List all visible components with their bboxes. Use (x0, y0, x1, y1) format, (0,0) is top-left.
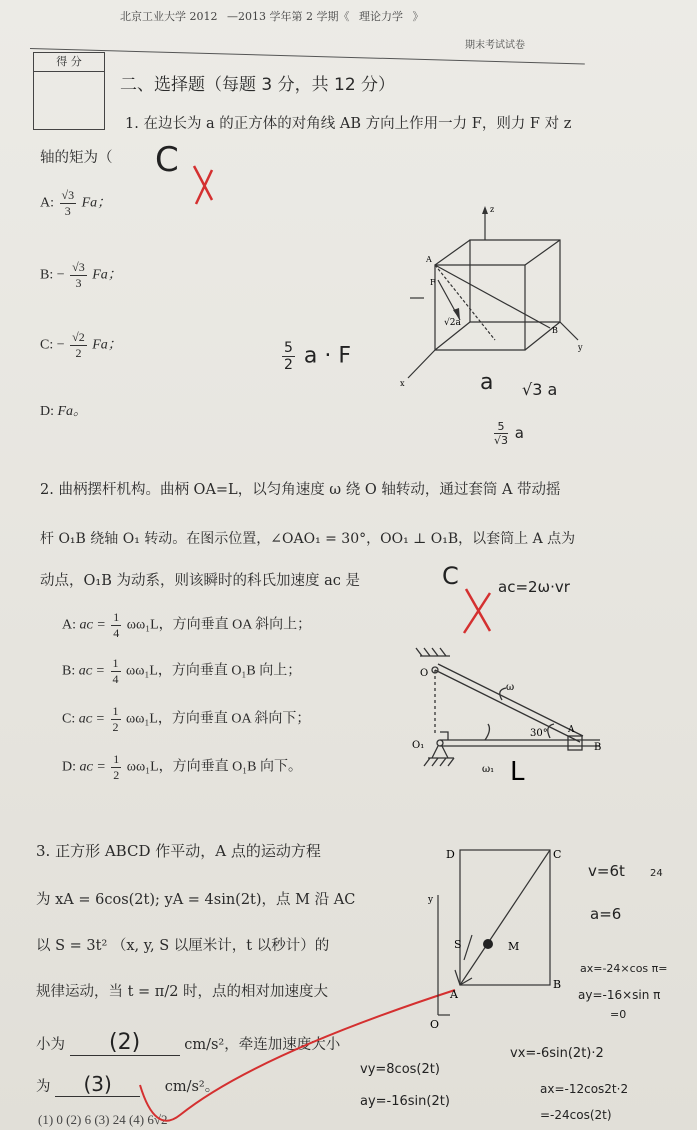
sq-label-o: O (430, 1018, 440, 1031)
mech-label-o: O (420, 668, 429, 679)
cube-label-f: F (430, 278, 436, 287)
q1-hand-note: $\frac{5}{2}$ a · F (284, 340, 352, 373)
q1-hand-root: √3 a (522, 380, 558, 399)
q2-line3: 动点，O₁B 为动系，则该瞬时的科氏加速度 aᴄ 是 (40, 573, 360, 589)
header-course: 理论力学 (358, 10, 403, 23)
q1-cube-figure (400, 200, 590, 390)
q3-hand-6: vy=8cos(2t) (360, 1062, 440, 1077)
exam-header (120, 8, 525, 51)
sq-label-m: M (508, 940, 520, 953)
q2-option-b: B: aᴄ = $\frac{1}{4}$ ωω₁L，方向垂直 O₁B 向上； (62, 656, 302, 686)
sq-label-b: B (553, 978, 562, 991)
q1-red-cross (190, 160, 220, 210)
q2-option-a: A: aᴄ = $\frac{1}{4}$ ωω₁L，方向垂直 OA 斜向上； (62, 610, 312, 640)
q2-line2: 杆 O₁B 绕轴 O₁ 转动。在图示位置，∠OAO₁ = 30°，OO₁ ⊥ O₁B，以套筒上 A 点为 (40, 531, 576, 547)
q1-answer-mark: C (155, 140, 179, 180)
mech-label-omega1: ω₁ (482, 764, 495, 775)
q2-hand-formula: aᴄ=2ω·vr (498, 578, 570, 596)
q2-answer-mark: C (442, 562, 459, 590)
q1-option-c: C: − $\frac{√2}{2}$ Fa； (40, 330, 122, 360)
cube-label-a: A (426, 255, 432, 264)
cube-label-y: y (578, 343, 583, 352)
header-close: 》 (412, 10, 424, 23)
q3-hand-1: v=6t (588, 862, 625, 880)
header-university: 北京工业大学 2012 (120, 10, 218, 23)
mech-label-a: A (568, 725, 575, 735)
score-label: 得 分 (34, 53, 104, 72)
q3-hand-2: a=6 (590, 905, 622, 923)
q3-hand-1b: 24 (650, 868, 663, 879)
mech-label-angle: 30° (530, 728, 548, 739)
q1-option-b: B: − $\frac{√3}{3}$ Fa； (40, 260, 122, 290)
mech-label-omega: ω (506, 682, 515, 693)
q3-hand-7: ax=-12cos2t·2 (540, 1082, 629, 1096)
sq-label-y: y (428, 895, 434, 905)
sq-label-c: C (553, 848, 562, 861)
q1-line1: 1. 在边长为 a 的正方体的对角线 AB 方向上作用一力 F，则力 F 对 z (125, 116, 572, 132)
mech-label-o1: O₁ (412, 740, 425, 751)
q3-square-figure (420, 840, 570, 1040)
q1-option-a: A: $\frac{√3}{3}$ Fa； (40, 188, 112, 218)
q2-line1: 2. 曲柄摆杆机构。曲柄 OA=L，以匀角速度 ω 绕 O 轴转动，通过套筒 A 带动摇 (40, 482, 561, 498)
q1-line2: 轴的矩为（ (40, 150, 113, 166)
header-exam: 期末考试试卷 (465, 40, 525, 51)
cube-label-diag: √2a (444, 318, 461, 328)
q2-option-d: D: aᴄ = $\frac{1}{2}$ ωω₁L，方向垂直 O₁B 向下。 (62, 752, 302, 782)
section-title: 二、选择题（每题 3 分，共 12 分） (120, 75, 396, 95)
header-term: —2013 学年第 2 学期《 (227, 10, 350, 23)
cube-label-z: z (490, 205, 495, 214)
score-box (33, 52, 105, 130)
q3-hand-3: ax=-24×cos π= (580, 962, 668, 975)
q3-hand-4b: =0 (610, 1008, 627, 1021)
q3-hand-9: =-24cos(2t) (540, 1108, 612, 1122)
q3-line5: 小为 (2) cm/s²，牵连加速度大小 (36, 1030, 341, 1055)
mech-label-b: B (594, 742, 602, 753)
q3-line1: 3. 正方形 ABCD 作平动，A 点的运动方程 (36, 842, 321, 860)
q3-line6: 为 (3) cm/s²。 (36, 1072, 220, 1096)
q3-hand-5: vx=-6sin(2t)·2 (510, 1046, 604, 1061)
cube-label-b: B (552, 326, 558, 335)
q1-hand-a: a (480, 370, 494, 395)
sq-label-d: D (446, 848, 455, 861)
q3-choices-partial: (1) 0 (2) 6 (3) 24 (4) 6√2 (38, 1112, 168, 1127)
q3-hand-8: ay=-16sin(2t) (360, 1094, 450, 1109)
q3-hand-4: ay=-16×sin π (578, 988, 661, 1002)
q2-mechanism-figure (410, 640, 620, 790)
sq-label-s: S (454, 938, 462, 951)
sq-label-a: A (450, 988, 458, 1001)
q3-line4: 规律运动，当 t = π/2 时，点的相对加速度大 (36, 984, 329, 1000)
cube-label-x: x (400, 379, 405, 388)
q2-option-c: C: aᴄ = $\frac{1}{2}$ ωω₁L，方向垂直 OA 斜向下； (62, 704, 311, 734)
q1-option-d: D: Fa。 (40, 404, 88, 419)
q3-line3: 以 S = 3t² （x, y, S 以厘米计，t 以秒计）的 (36, 938, 330, 954)
mech-hand-l: L (510, 757, 525, 787)
q3-line2: 为 xA = 6cos(2t); yA = 4sin(2t)，点 M 沿 AC (36, 892, 356, 908)
q1-hand-bottom: $\frac{5}{√3}$ a (494, 420, 524, 447)
q2-red-cross (460, 585, 500, 640)
